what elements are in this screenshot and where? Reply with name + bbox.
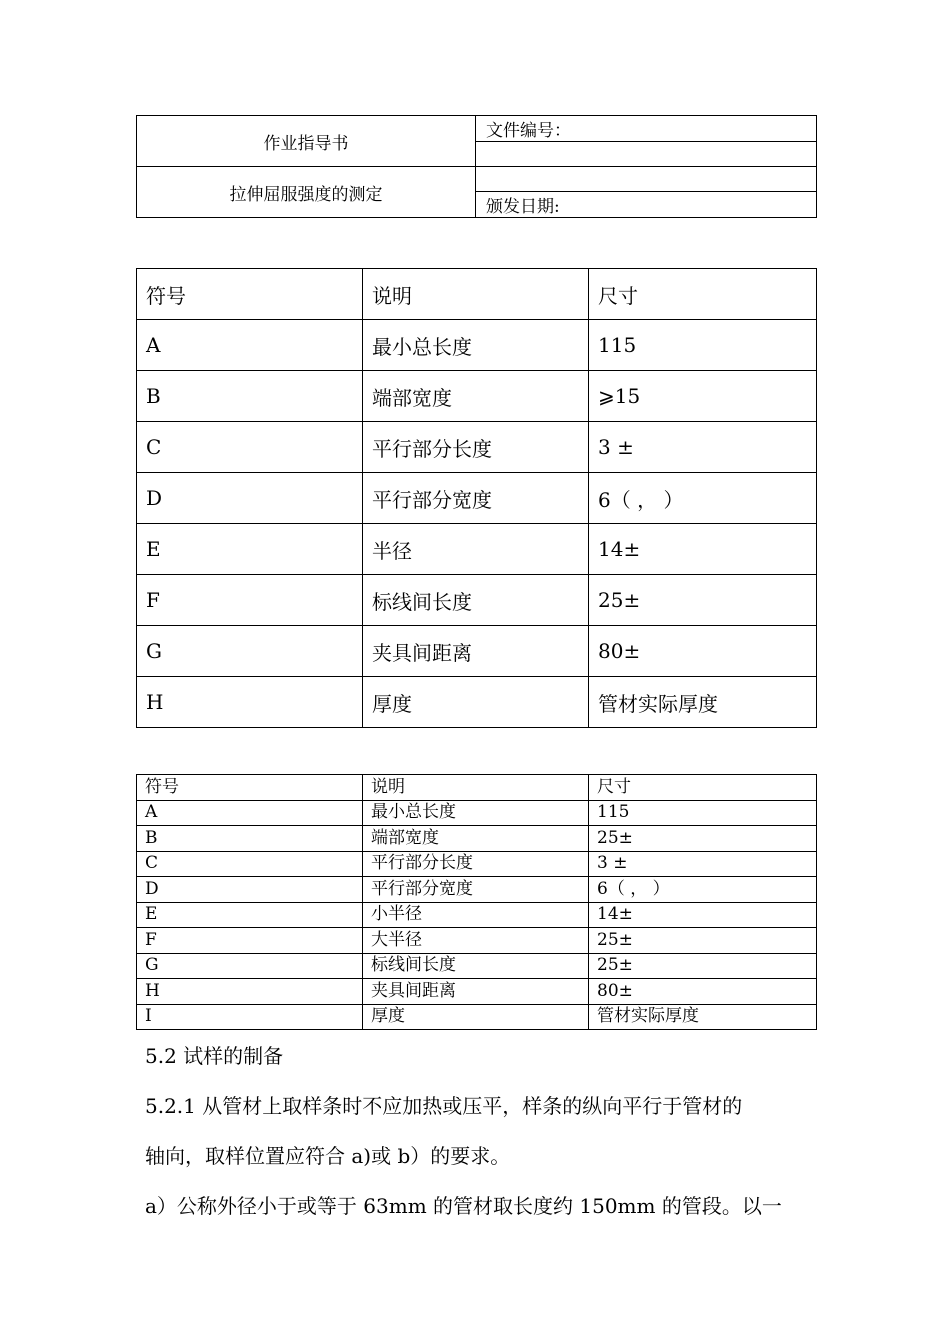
description-cell: 夹具间距离	[363, 626, 589, 677]
symbol-cell: G	[137, 953, 363, 979]
dimension-cell: 6（ ， ）	[589, 473, 817, 524]
column-header: 符号	[137, 269, 363, 320]
symbol-cell: B	[137, 371, 363, 422]
document-header-table	[136, 115, 817, 218]
symbol-cell: H	[137, 677, 363, 728]
table-row	[137, 1004, 817, 1030]
dimension-cell: 14±	[589, 524, 817, 575]
specimen-dimensions-table-1	[136, 268, 817, 728]
symbol-cell: C	[137, 851, 363, 877]
description-cell: 最小总长度	[363, 800, 589, 826]
dimension-cell: 14±	[589, 902, 817, 928]
table-row	[137, 877, 817, 903]
description-cell: 厚度	[363, 1004, 589, 1030]
description-cell: 半径	[363, 524, 589, 575]
description-cell: 端部宽度	[363, 371, 589, 422]
description-cell: 端部宽度	[363, 826, 589, 852]
dimension-cell: 115	[589, 320, 817, 371]
table-row	[137, 677, 817, 728]
symbol-cell: C	[137, 422, 363, 473]
dimension-cell: 25±	[589, 928, 817, 954]
dimension-cell: 管材实际厚度	[589, 677, 817, 728]
table-row	[137, 851, 817, 877]
description-cell: 大半径	[363, 928, 589, 954]
doc-type-cell: 作业指导书	[137, 116, 476, 167]
dimension-cell: 管材实际厚度	[589, 1004, 817, 1030]
column-header: 说明	[363, 269, 589, 320]
dimension-cell: 80±	[589, 979, 817, 1005]
paragraph-5-2-1-line-2: 轴向，取样位置应符合 a)或 b）的要求。	[145, 1144, 511, 1168]
column-header: 说明	[363, 775, 589, 801]
specimen-dimensions-table-2	[136, 774, 817, 1030]
table-header-row	[137, 269, 817, 320]
table-row	[137, 826, 817, 852]
issue-date-label: 颁发日期:	[476, 192, 817, 218]
symbol-cell: D	[137, 473, 363, 524]
description-cell: 最小总长度	[363, 320, 589, 371]
description-cell: 夹具间距离	[363, 979, 589, 1005]
dimension-cell: 115	[589, 800, 817, 826]
table-row	[137, 575, 817, 626]
column-header: 尺寸	[589, 775, 817, 801]
dimension-cell: ⩾15	[589, 371, 817, 422]
table-row	[137, 473, 817, 524]
description-cell: 平行部分长度	[363, 851, 589, 877]
column-header: 尺寸	[589, 269, 817, 320]
file-number-label: 文件编号：	[476, 116, 817, 142]
dimension-cell: 25±	[589, 953, 817, 979]
section-heading: 5.2 试样的制备	[145, 1044, 284, 1068]
symbol-cell: D	[137, 877, 363, 903]
table-row	[137, 928, 817, 954]
symbol-cell: H	[137, 979, 363, 1005]
file-number-value	[476, 142, 817, 167]
symbol-cell: G	[137, 626, 363, 677]
symbol-cell: E	[137, 902, 363, 928]
doc-title-cell: 拉伸屈服强度的测定	[137, 167, 476, 218]
symbol-cell: F	[137, 575, 363, 626]
dimension-cell: 3 ±	[589, 851, 817, 877]
description-cell: 平行部分宽度	[363, 877, 589, 903]
symbol-cell: F	[137, 928, 363, 954]
description-cell: 厚度	[363, 677, 589, 728]
table-header-row	[137, 775, 817, 801]
table-row	[137, 422, 817, 473]
paragraph-a-line-1: a）公称外径小于或等于 63mm 的管材取长度约 150mm 的管段。以一	[145, 1194, 782, 1218]
symbol-cell: I	[137, 1004, 363, 1030]
table-row	[137, 953, 817, 979]
paragraph-5-2-1-line-1: 5.2.1 从管材上取样条时不应加热或压平，样条的纵向平行于管材的	[145, 1094, 743, 1118]
symbol-cell: B	[137, 826, 363, 852]
dimension-cell: 25±	[589, 826, 817, 852]
description-cell: 小半径	[363, 902, 589, 928]
table-row	[137, 524, 817, 575]
table-row	[137, 902, 817, 928]
symbol-cell: A	[137, 320, 363, 371]
dimension-cell: 80±	[589, 626, 817, 677]
description-cell: 平行部分宽度	[363, 473, 589, 524]
description-cell: 标线间长度	[363, 575, 589, 626]
table-row	[137, 979, 817, 1005]
dimension-cell: 3 ±	[589, 422, 817, 473]
description-cell: 标线间长度	[363, 953, 589, 979]
table-row	[137, 626, 817, 677]
column-header: 符号	[137, 775, 363, 801]
table-row	[137, 371, 817, 422]
table-row	[137, 320, 817, 371]
header-blank-cell	[476, 167, 817, 192]
dimension-cell: 25±	[589, 575, 817, 626]
table-row	[137, 800, 817, 826]
symbol-cell: A	[137, 800, 363, 826]
dimension-cell: 6（ ， ）	[589, 877, 817, 903]
description-cell: 平行部分长度	[363, 422, 589, 473]
symbol-cell: E	[137, 524, 363, 575]
